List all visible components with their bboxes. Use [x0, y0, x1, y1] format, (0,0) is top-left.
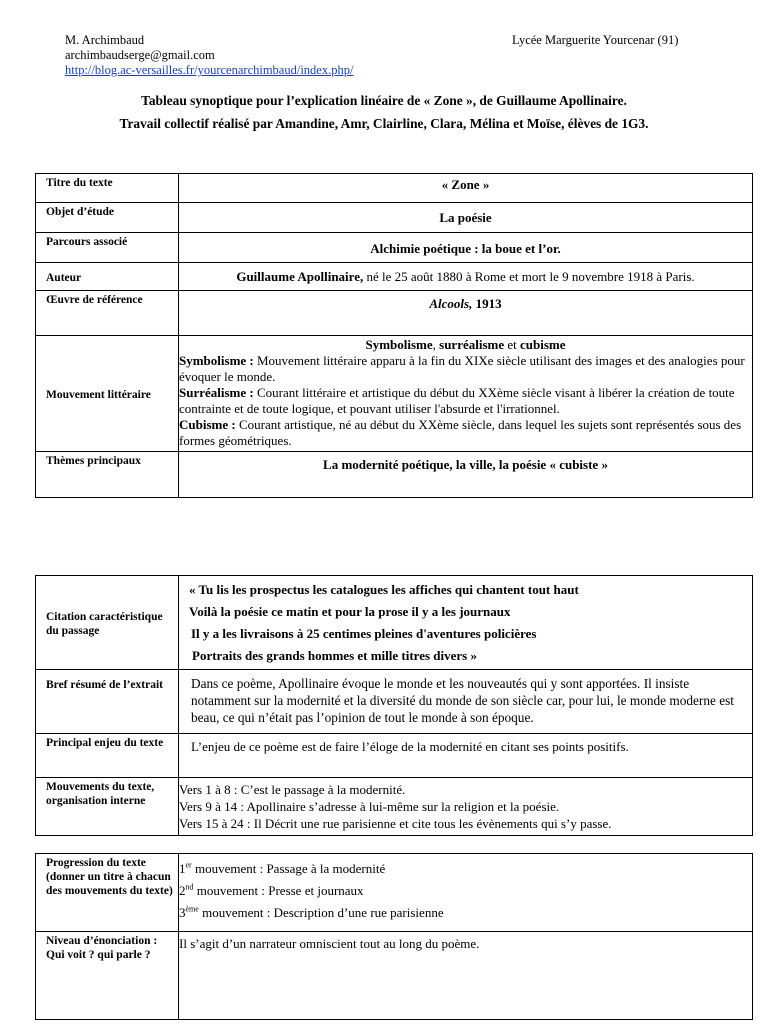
value-oeuvre	[179, 291, 753, 336]
text-symbolisme: Mouvement littéraire apparu à la fin du XIXe siècle utilisant des images et des analogies pour évoquer le monde.	[179, 353, 745, 384]
progression-num-1: 1	[179, 861, 186, 876]
mouvement-line-3: Vers 15 à 24 : Il Décrit une rue parisienne et cite tous les évènements qui s’y passe.	[179, 816, 612, 831]
row-mouvement	[36, 336, 753, 452]
value-enjeu: L’enjeu de ce poème est de faire l’éloge de la modernité en citant ses points positifs.	[179, 734, 753, 778]
document-subtitle: Travail collectif réalisé par Amandine, Amr, Clairline, Clara, Mélina et Moïse, élèves de 1G3.	[119, 116, 649, 131]
def-surrealisme	[179, 385, 752, 417]
heading-cubisme: cubisme	[520, 337, 566, 352]
heading-symbolisme: Symbolisme	[365, 337, 433, 352]
value-objet: La poésie	[179, 203, 753, 233]
progression-text-3: mouvement : Description d’une rue parisienne	[198, 905, 444, 920]
label-titre: Titre du texte	[36, 174, 179, 203]
label-parcours: Parcours associé	[36, 233, 179, 263]
synoptic-table-analysis	[35, 853, 753, 1020]
label-enjeu: Principal enjeu du texte	[36, 734, 179, 778]
progression-item-3	[179, 902, 752, 924]
term-symbolisme: Symbolisme :	[179, 353, 254, 368]
heading-sep-2: et	[504, 337, 521, 352]
progression-sup-2: nd	[185, 882, 194, 892]
label-oeuvre: Œuvre de référence	[36, 291, 179, 336]
synoptic-table-passage	[35, 575, 753, 836]
label-citation: Citation caractéristique du passage	[36, 576, 179, 670]
value-mouvement	[179, 336, 753, 452]
value-niveau: Il s’agit d’un narrateur omniscient tout au long du poème.	[179, 932, 753, 1020]
row-enjeu	[36, 734, 753, 778]
value-themes: La modernité poétique, la ville, la poésie « cubiste »	[179, 452, 753, 498]
school-name: Lycée Marguerite Yourcenar (91)	[512, 33, 679, 47]
row-citation	[36, 576, 753, 670]
value-auteur	[179, 263, 753, 291]
progression-text-2: mouvement : Presse et journaux	[193, 883, 364, 898]
heading-sep-1: ,	[432, 337, 440, 352]
label-progression: Progression du texte (donner un titre à chacun des mouvements du texte)	[36, 854, 179, 932]
oeuvre-year: 1913	[472, 296, 502, 311]
term-surrealisme: Surréalisme :	[179, 385, 254, 400]
mouvement-heading	[179, 337, 752, 353]
row-parcours	[36, 233, 753, 263]
value-titre: « Zone »	[179, 174, 753, 203]
author-block	[65, 33, 353, 78]
citation-line-4: Portraits des grands hommes et mille titres divers »	[192, 648, 477, 663]
blog-link[interactable]: http://blog.ac-versailles.fr/yourcenarchimbaud/index.php/	[65, 63, 354, 77]
citation-line-3: Il y a les livraisons à 25 centimes pleines d'aventures policières	[191, 626, 537, 641]
oeuvre-title: Alcools,	[429, 296, 473, 311]
label-themes: Thèmes principaux	[36, 452, 179, 498]
label-auteur: Auteur	[36, 263, 179, 291]
term-cubisme: Cubisme :	[179, 417, 236, 432]
author-details: né le 25 août 1880 à Rome et mort le 9 novembre 1918 à Paris.	[363, 268, 695, 284]
label-resume: Bref résumé de l’extrait	[36, 670, 179, 734]
value-citation	[179, 576, 753, 670]
heading-surrealisme: surréalisme	[439, 337, 505, 352]
mouvement-line-2: Vers 9 à 14 : Apollinaire s’adresse à lui-même sur la religion et la poésie.	[179, 799, 560, 814]
row-objet	[36, 203, 753, 233]
row-resume	[36, 670, 753, 734]
row-progression	[36, 854, 753, 932]
row-auteur	[36, 263, 753, 291]
row-titre	[36, 174, 753, 203]
label-objet: Objet d’étude	[36, 203, 179, 233]
progression-sup-1: er	[185, 860, 192, 870]
text-surrealisme: Courant littéraire et artistique du début du XXème siècle visant à libérer la création de toute contrainte et de toute logique, et pouvant utiliser l'absurde et l'irrationnel.	[179, 385, 735, 416]
citation-line-1: « Tu lis les prospectus les catalogues les affiches qui chantent tout haut	[189, 582, 579, 597]
label-mouvements: Mouvements du texte, organisation interne	[36, 778, 179, 836]
value-parcours: Alchimie poétique : la boue et l’or.	[179, 233, 753, 263]
value-resume: Dans ce poème, Apollinaire évoque le monde et les nouveautés qui y sont apportées. Il insiste notamment sur la modernité et la diversité du monde de son siècle car, pour lui, le monde moderne est beau, ce qui n’était pas l’opinion de tout le monde à son époque.	[179, 670, 753, 734]
progression-text-1: mouvement : Passage à la modernité	[191, 861, 386, 876]
author-name: M. Archimbaud	[65, 33, 145, 47]
row-niveau	[36, 932, 753, 1020]
author-email: archimbaudserge@gmail.com	[65, 48, 215, 62]
citation-line-2: Voilà la poésie ce matin et pour la prose il y a les journaux	[189, 604, 511, 619]
author-name-bold: Guillaume Apollinaire,	[236, 268, 364, 284]
progression-sup-3: ème	[185, 904, 199, 914]
text-cubisme: Courant artistique, né au début du XXème siècle, dans lequel les sujets sont représentés sous des formes géométriques.	[179, 417, 742, 448]
progression-num-3: 3	[179, 905, 186, 920]
row-oeuvre	[36, 291, 753, 336]
value-mouvements	[179, 778, 753, 836]
mouvement-line-1: Vers 1 à 8 : C’est le passage à la modernité.	[179, 782, 406, 797]
label-niveau: Niveau d’énonciation : Qui voit ? qui parle ?	[36, 932, 179, 1020]
progression-num-2: 2	[179, 883, 186, 898]
row-themes	[36, 452, 753, 498]
label-mouvement: Mouvement littéraire	[36, 336, 179, 452]
value-progression	[179, 854, 753, 932]
progression-item-1	[179, 858, 752, 880]
def-symbolisme	[179, 353, 752, 385]
synoptic-table-general	[35, 173, 753, 498]
row-mouvements	[36, 778, 753, 836]
progression-item-2	[179, 880, 752, 902]
document-title: Tableau synoptique pour l’explication linéaire de « Zone », de Guillaume Apollinaire.	[141, 93, 627, 108]
def-cubisme	[179, 417, 752, 449]
